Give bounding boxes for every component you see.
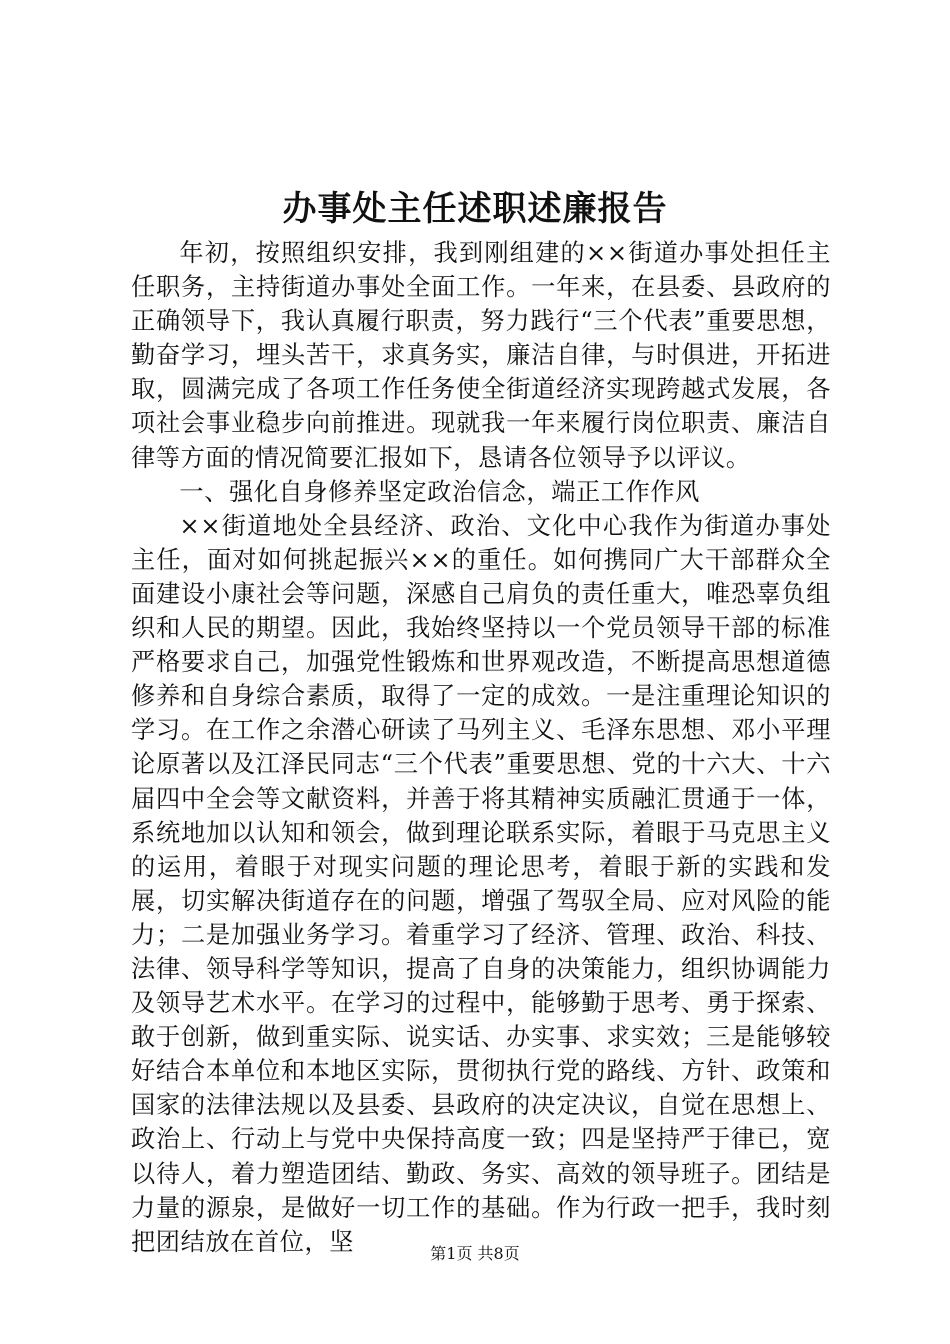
- section-heading-1: 一、强化自身修养坚定政治信念，端正工作作风: [179, 477, 700, 506]
- document-title: 办事处主任述职述廉报告: [282, 189, 668, 229]
- paragraph-section-1: ××街道地处全县经济、政治、文化中心我作为街道办事处主任，面对如何挑起振兴××的重任。如何携同广大干部群众全面建设小康社会等问题，深感自己肩负的责任重大，唯恐辜负组织和人民的期望。因此，我始终坚持以一个党员领导干部的标准严格要求自己，加强党性锻炼和世界观改造，不断提高思想道德修养和自身综合素质，取得了一定的成效。一是注重理论知识的学习。在工作之余潜心研读了马列主义、毛泽东思想、邓小平理论原著以及江泽民同志“三个代表”重要思想、党的十六大、十六届四中全会等文献资料，并善于将其精神实质融汇贯通于一体，系统地加以认知和领会，做到理论联系实际，着眼于马克思主义的运用，着眼于对现实问题的理论思考，着眼于新的实践和发展，切实解决街道存在的问题，增强了驾驭全局、应对风险的能力；二是加强业务学习。着重学习了经济、管理、政治、科技、法律、领导科学等知识，提高了自身的决策能力，组织协调能力及领导艺术水平。在学习的过程中，能够勤于思考、勇于探索、敢于创新，做到重实际、说实话、办实事、求实效；三是能够较好结合本单位和本地区实际，贯彻执行党的路线、方针、政策和国家的法律法规以及县委、县政府的决定决议，自觉在思想上、政治上、行动上与党中央保持高度一致；四是坚持严于律已，宽以待人，着力塑造团结、勤政、务实、高效的领导班子。团结是力量的源泉，是做好一切工作的基础。作为行政一把手，我时刻把团结放在首位，坚: [131, 511, 831, 1256]
- paragraph-intro: 年初，按照组织安排，我到刚组建的××街道办事处担任主任职务，主持街道办事处全面工作。一年来，在县委、县政府的正确领导下，我认真履行职责，努力践行“三个代表”重要思想，勤奋学习，埋头苦干，求真务实，廉洁自律，与时俱进，开拓进取，圆满完成了各项工作任务使全街道经济实现跨越式发展，各项社会事业稳步向前推进。现就我一年来履行岗位职责、廉洁自律等方面的情况简要汇报如下，恳请各位领导予以评议。: [131, 239, 831, 472]
- page-number-footer: 第1页 共8页: [430, 1244, 520, 1263]
- document-body: [131, 236, 831, 1259]
